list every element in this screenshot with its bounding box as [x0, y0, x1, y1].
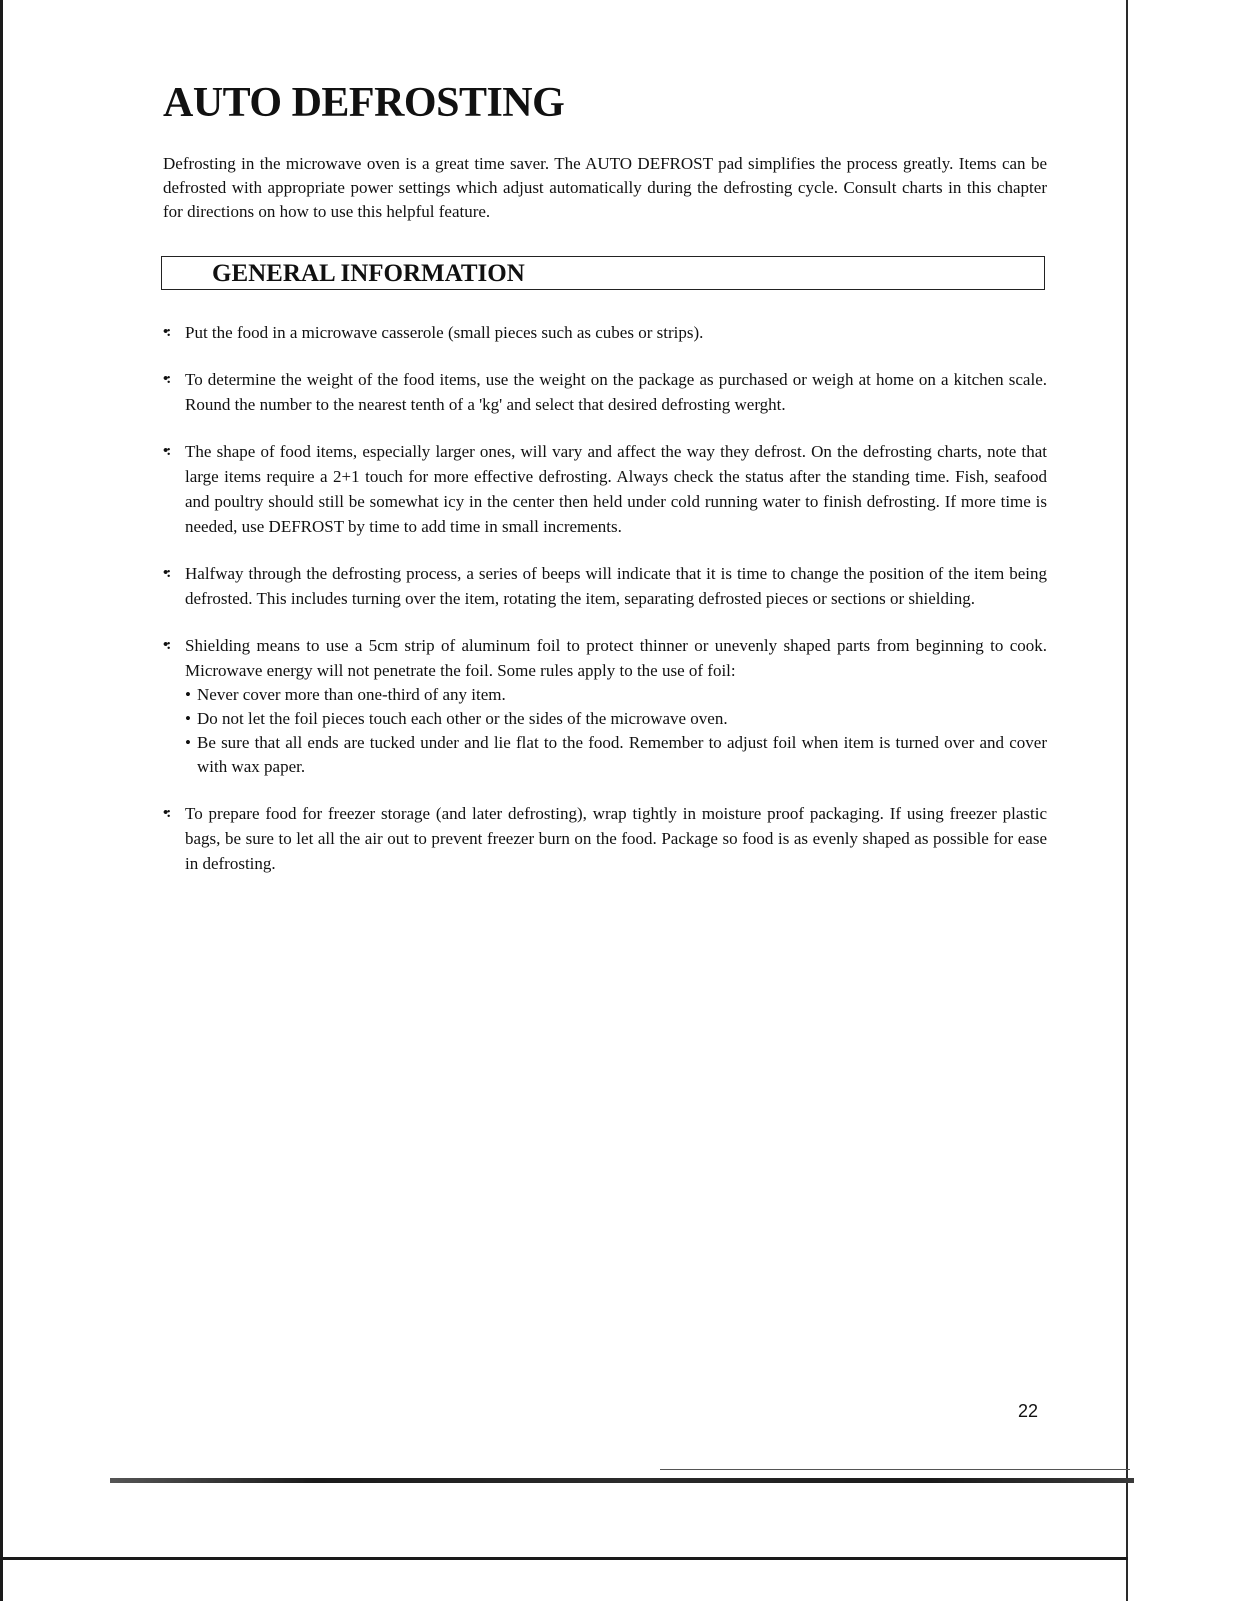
sub-list-item-text: Never cover more than one-third of any item. [197, 685, 506, 704]
sub-list-item-text: Be sure that all ends are tucked under and lie flat to the food. Remember to adjust foil when item is turned over and cover with wax paper. [197, 733, 1047, 776]
sub-list-item [185, 731, 1047, 779]
sub-list-item [185, 707, 1047, 731]
section-header-box [161, 256, 1045, 290]
list-item-text: To prepare food for freezer storage (and later defrosting), wrap tightly in moisture proof packaging. If using freezer plastic bags, be sure to let all the air out to prevent freezer burn on the food. Package so food is as evenly shaped as possible for ease in defrosting. [185, 804, 1047, 873]
page-edge-bottom [0, 1557, 1128, 1560]
bullet-icon: •: [163, 637, 170, 653]
bullet-icon: •: [163, 371, 170, 387]
list-item [163, 633, 1047, 779]
list-item-text: The shape of food items, especially larger ones, will vary and affect the way they defrost. On the defrosting charts, note that large items require a 2+1 touch for more effective defrosting. Always check the status after the standing time. Fish, seafood and poultry should still be somewhat icy in the center then held under cold running water to finish defrosting. If more time is needed, use DEFROST by time to add time in small increments. [185, 442, 1047, 536]
list-item [163, 367, 1047, 417]
list-item-text: Halfway through the defrosting process, a series of beeps will indicate that it is time to change the position of the item being defrosted. This includes turning over the item, rotating the item, separating defrosted pieces or sections or shielding. [185, 564, 1047, 608]
bullet-icon: •: [163, 443, 170, 459]
bullet-icon: •: [163, 324, 170, 340]
page-edge-left [0, 0, 3, 1601]
foil-rules-list [185, 683, 1047, 779]
list-item-text: Put the food in a microwave casserole (small pieces such as cubes or strips). [185, 323, 704, 342]
sub-list-item-text: Do not let the foil pieces touch each other or the sides of the microwave oven. [197, 709, 728, 728]
sub-list-item [185, 683, 1047, 707]
list-item [163, 320, 1047, 345]
footer-thick-rule [110, 1478, 1134, 1483]
bullet-icon: •: [163, 805, 170, 821]
list-item [163, 439, 1047, 539]
intro-paragraph: Defrosting in the microwave oven is a great time saver. The AUTO DEFROST pad simplifies the process greatly. Items can be defrosted with appropriate power settings which adjust automatically during the defrosting cycle. Consult charts in this chapter for directions on how to use this helpful feature. [163, 154, 1047, 221]
bullet-icon: •: [163, 565, 170, 581]
page-number: 22 [1018, 1401, 1039, 1421]
footer-thin-rule [660, 1469, 1130, 1470]
dot-icon: • [185, 709, 191, 728]
general-info-list [163, 320, 1047, 898]
page-title: AUTO DEFROSTING [163, 80, 565, 126]
page-edge-right [1126, 0, 1128, 1601]
list-item-text: To determine the weight of the food items, use the weight on the package as purchased or weigh at home on a kitchen scale. Round the number to the nearest tenth of a 'kg' and select that desired defrosting werght. [185, 370, 1047, 414]
list-item-text: Shielding means to use a 5cm strip of aluminum foil to protect thinner or unevenly shaped parts from beginning to cook. Microwave energy will not penetrate the foil. Some rules apply to the use of foil: [185, 636, 1047, 680]
list-item [163, 801, 1047, 876]
section-title: GENERAL INFORMATION [212, 260, 525, 287]
dot-icon: • [185, 733, 191, 752]
dot-icon: • [185, 685, 191, 704]
list-item [163, 561, 1047, 611]
